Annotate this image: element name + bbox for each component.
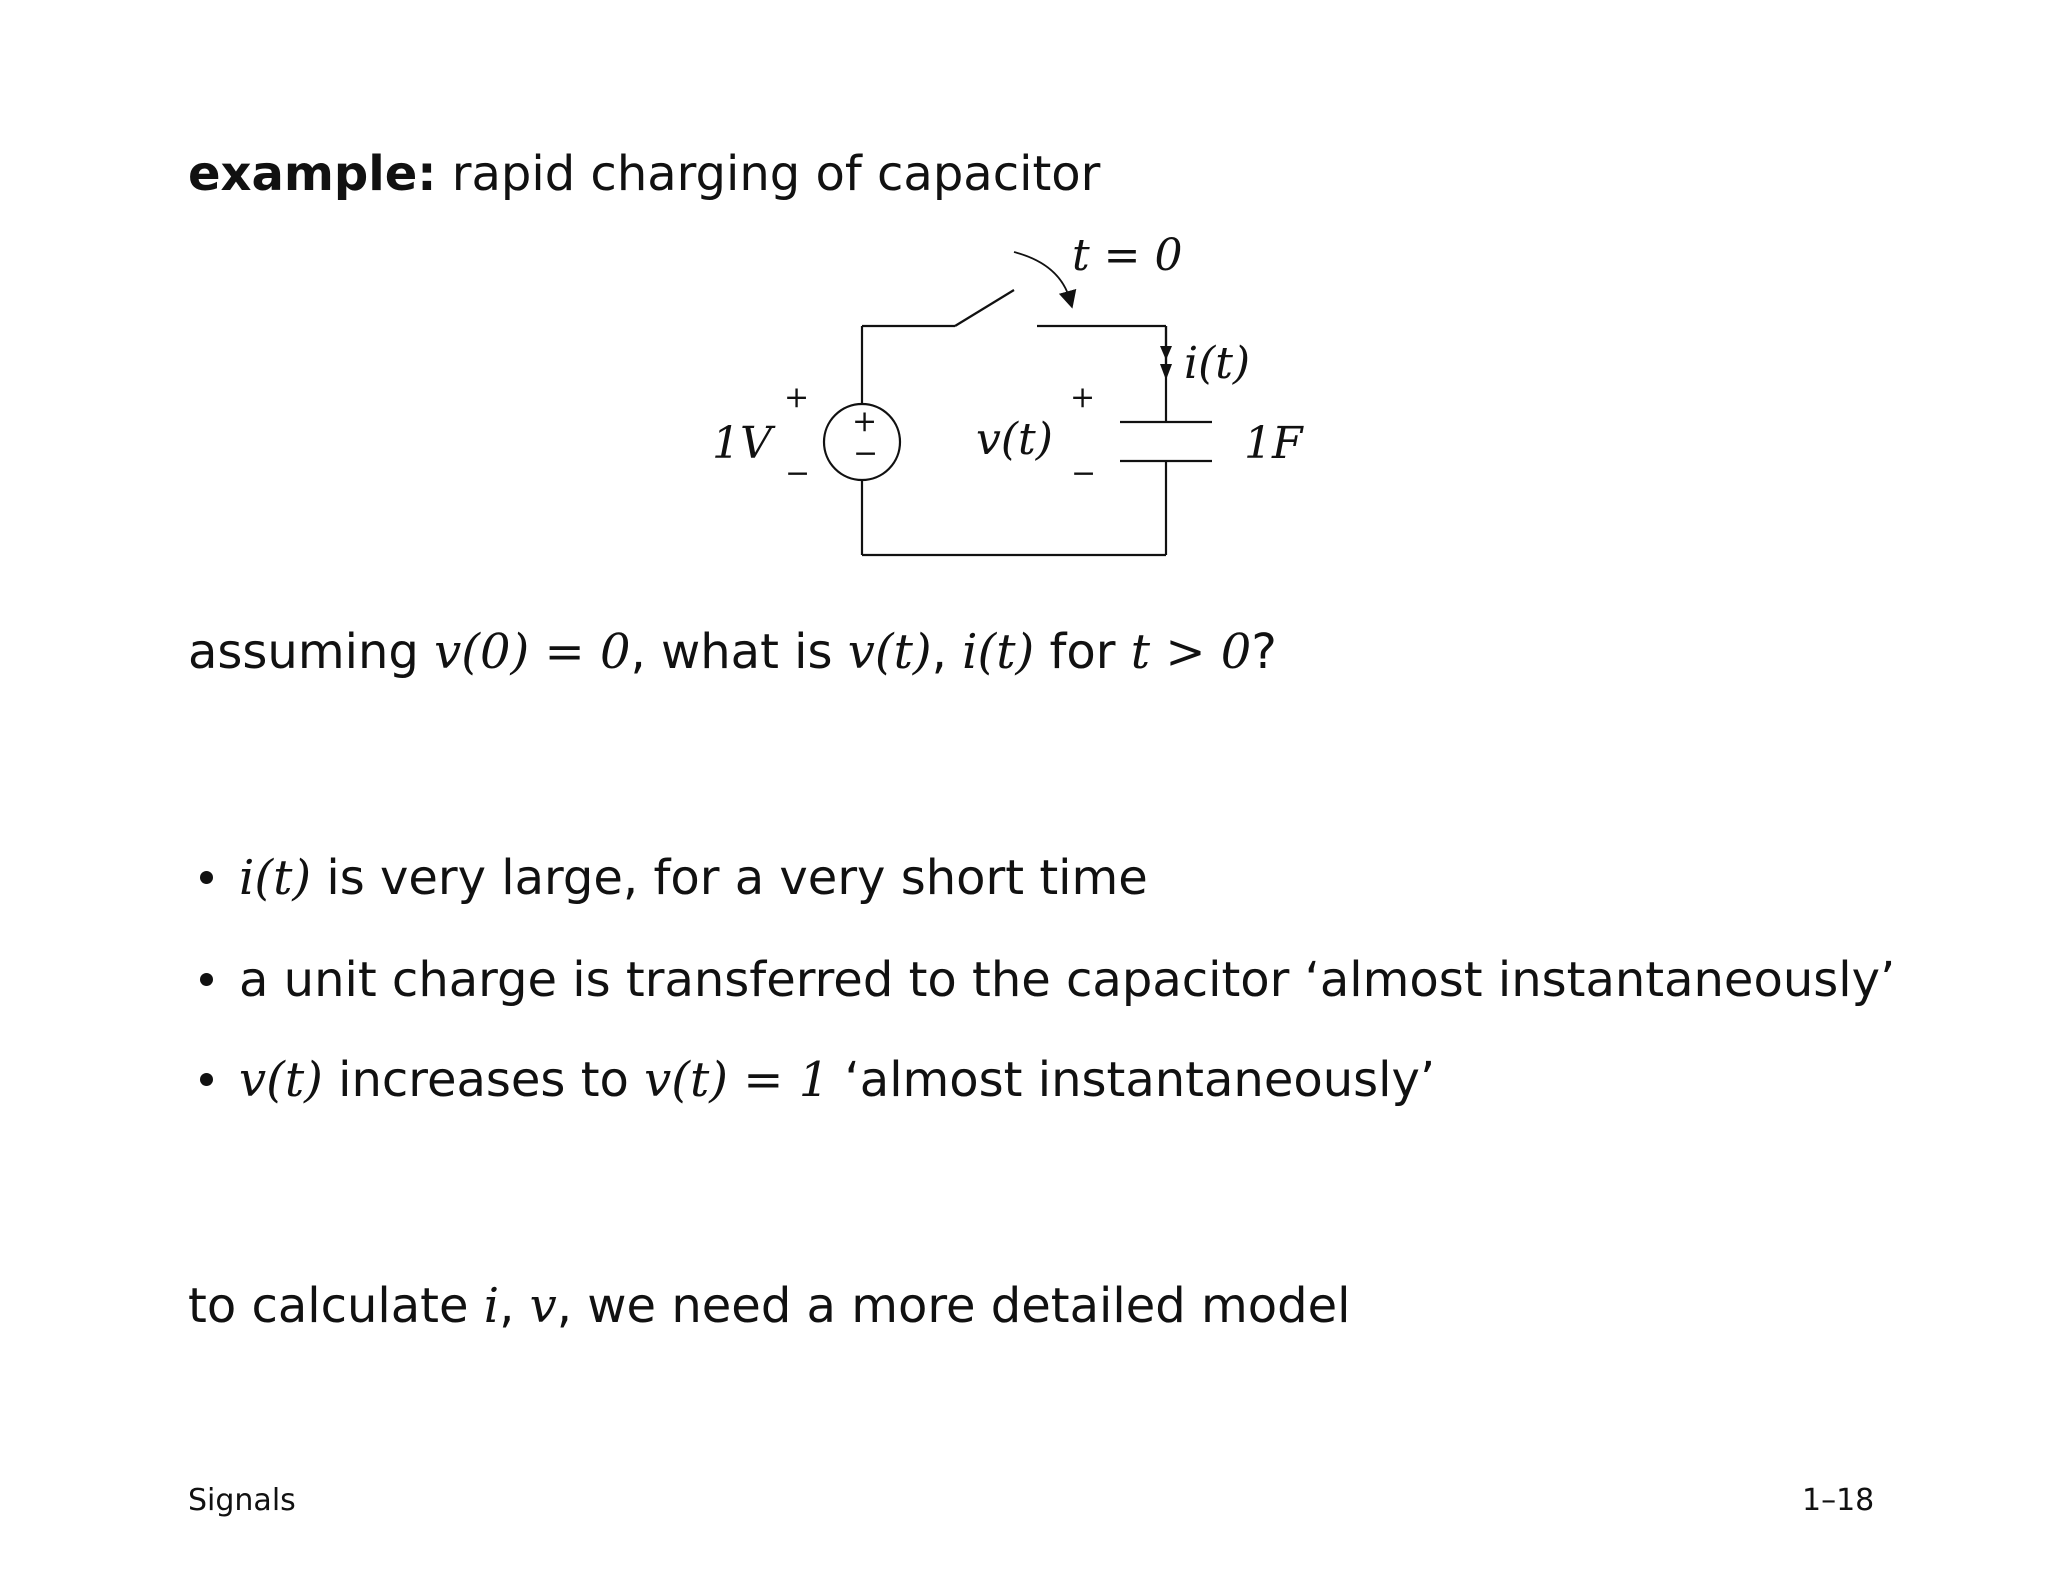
math-vt: v(t) [847, 624, 932, 680]
math-vt: v(t) [239, 1052, 323, 1108]
title-label: example: [188, 146, 437, 202]
math-v0: v(0) = 0 [434, 624, 631, 680]
source-minus-sign: − [785, 456, 811, 491]
math-it: i(t) [962, 624, 1035, 680]
title-text: rapid charging of capacitor [451, 146, 1101, 202]
voltage-label: v(t) [976, 414, 1053, 465]
source-plus-sign: + [784, 380, 810, 415]
source-value-label: 1V [712, 418, 772, 469]
switch-blade [955, 290, 1014, 326]
question-line: assuming v(0) = 0, what is v(t), i(t) for t > 0? [188, 624, 1277, 680]
bullet-2: a unit charge is transferred to the capacitor ‘almost instantaneously’ [200, 956, 1895, 1004]
current-label: i(t) [1184, 338, 1251, 389]
capacitor-symbol [1120, 422, 1212, 461]
math-v: v [529, 1278, 557, 1334]
bullet-dot [200, 1073, 213, 1086]
math-vt-equals-one: v(t) = 1 [644, 1052, 830, 1108]
footer-left: Signals [188, 1483, 296, 1518]
switch-time-label: t = 0 [1072, 230, 1183, 281]
bullet-3: v(t) increases to v(t) = 1 ‘almost instantaneously’ [200, 1056, 1435, 1104]
conclusion-line: to calculate i, v, we need a more detailed model [188, 1278, 1351, 1334]
switch-timing-arrow [1014, 252, 1070, 300]
math-i: i [483, 1278, 500, 1334]
bullet-dot [200, 973, 213, 986]
capacitor-minus-sign: − [1071, 456, 1097, 491]
page-number: 1–18 [1802, 1483, 1875, 1518]
math-it: i(t) [239, 850, 312, 906]
source-inner-plus: + [852, 404, 878, 439]
capacitor-value-label: 1F [1244, 418, 1303, 469]
current-arrow [1160, 326, 1172, 380]
bullet-1: i(t) is very large, for a very short time [200, 854, 1148, 902]
capacitor-plus-sign: + [1070, 380, 1096, 415]
math-t-positive: t > 0 [1130, 624, 1252, 680]
bullet-dot [200, 871, 213, 884]
source-inner-minus: − [853, 436, 879, 471]
